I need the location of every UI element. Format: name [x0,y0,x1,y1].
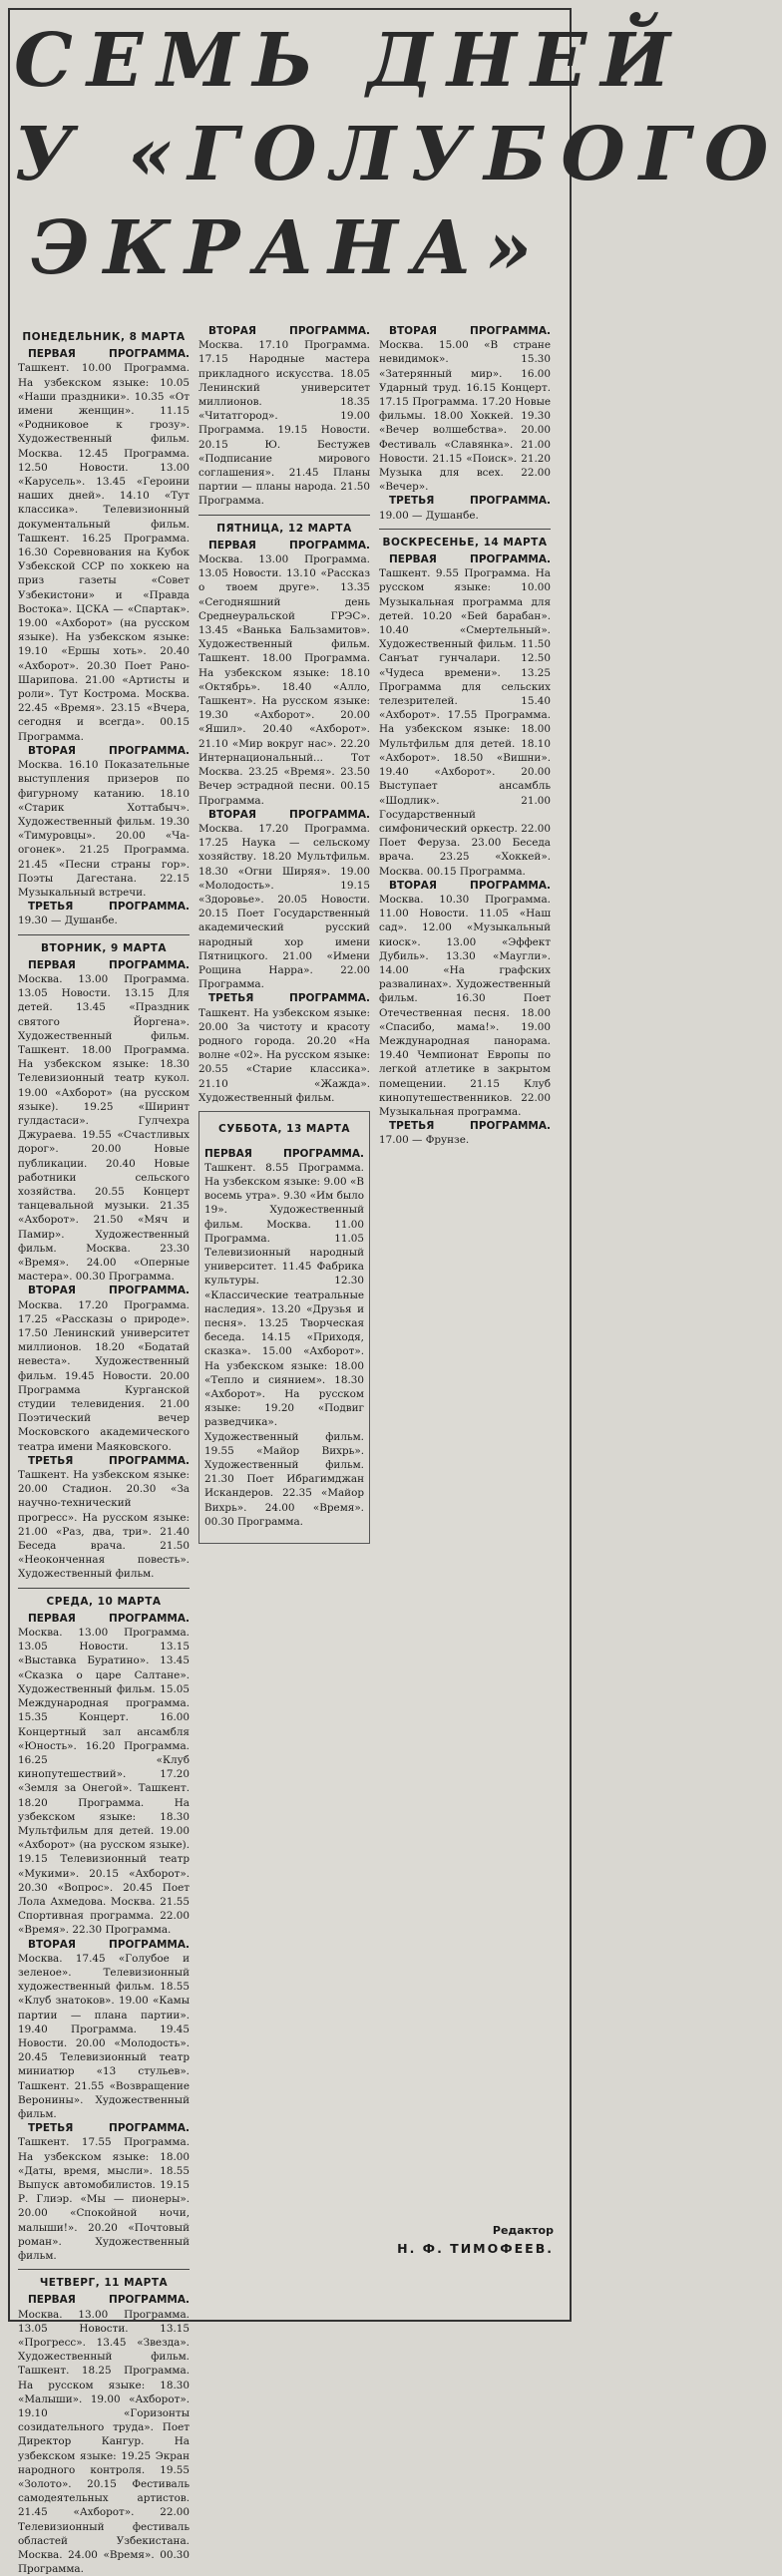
program-text: Москва. 17.10 Программа. 17.15 Народные мастера прикладного искусства. 18.05 Ленинский университет миллионов. 18.35 «Читатгород». 19.00 Программа. 19.15 Новости. 20.15 Ю. Бестужев «Подписание мирового соглашения». 21.45 Планы партии — планы народа. 21.50 Программа. [198,339,370,508]
program-text: 17.00 — Фрунзе. [379,1134,470,1147]
program-heading: ТРЕТЬЯ ПРОГРАММА. [208,992,370,1005]
program-heading: ПЕРВАЯ ПРОГРАММА. [28,958,190,971]
divider [379,529,551,530]
day-title: СРЕДА, 10 МАРТА [46,1595,162,1608]
column-1 [18,324,190,2576]
editor-name: Н. Ф. ТИМОФЕЕВ. [397,2241,554,2256]
program-heading: ВТОРАЯ ПРОГРАММА. [389,325,551,337]
program-heading: ВТОРАЯ ПРОГРАММА. [208,325,370,337]
program-heading: ТРЕТЬЯ ПРОГРАММА. [389,495,551,508]
program-text: Ташкент. 9.55 Программа. На русском языке: 10.00 Музыкальная программа для детей. 10.20 «Бей барабан». 10.40 «Смертельный». Художественный фильм. 11.50 Санъат гунчалари. 12.50 «Чудеса времени». 13.25 Программа для сельских телезрителей. 15.40 «Ахборот». 17.55 Программа. На узбекском языке: 18.00 Мультфильм для детей. 18.10 «Ахборот». 18.50 «Вишни». 19.40 «Ахборот». 20.00 Выступает ансамбль «Шодлик». 21.00 Государственный симфонический оркестр. 22.00 Поет Феруза. 23.00 Беседа врача. 23.25 «Хоккей». Москва. 00.15 Программа. [379,567,551,878]
divider [18,934,190,935]
masthead-line-3: ЭКРАНА» [30,205,547,291]
day-title: ПОНЕДЕЛЬНИК, 8 МАРТА [22,331,186,343]
program-text: Москва. 13.00 Программа. 13.05 Новости. 13.10 «Рассказ о твоем друге». 13.35 «Сегодняшний день Среднеуральской ГРЭС». 13.45 «Ванька Бальзамитов». Художественный фильм. Ташкент. 18.00 Программа. На узбекском языке: 18.10 «Октябрь». 18.40 «Алло, Ташкент». На русском языке: 19.30 «Ахборот». 20.00 «Яшил». 20.40 «Ахборот». 21.10 «Мир вокруг нас». 22.20 Интернациональный... Тот Москва. 23.25 «Время». 23.50 Вечер эстрадной песни. 00.15 Программа. [198,553,370,807]
program-heading: ПЕРВАЯ ПРОГРАММА. [28,348,190,361]
program-text: 19.00 — Душанбе. [379,509,479,522]
masthead-line-2: У «ГОЛУБОГО [14,112,782,197]
day-title: ПЯТНИЦА, 12 МАРТА [216,522,352,535]
day-saturday-continued [379,324,551,523]
program-text: Москва. 17.45 «Голубое и зеленое». Телевизионный художественный фильм. 18.55 «Клуб знатоков». 19.00 «Камы партии — плана партии». 19.40 Программа. 19.45 Новости. 20.00 «Молодость». 20.45 Телевизионный театр миниатюр «13 стульев». Ташкент. 21.55 «Возвращение Веронины». Художественный фильм. [18,1952,190,2120]
program-heading: ПЕРВАЯ ПРОГРАММА. [204,1147,364,1160]
program-text: Ташкент. 10.00 Программа. На узбекском языке: 10.05 «Наши праздники». 10.35 «От имени женщин». 11.15 «Родниковое к грозу». Художественный фильм. Москва. 12.45 Программа. 12.50 Новости. 13.00 «Карусель». 13.45 «Героини наших дней». 14.10 «Тут классика». Телевизионный документальный фильм. Ташкент. 16.25 Программа. 16.30 Соревнования на Кубок Узбекской ССР по хоккею на приз газеты «Совет Узбекистони» и «Правда Востока». ЦСКА — «Спартак». 19.00 «Ахборот» (на русском языке). На узбекском языке: 19.10 «Ершы хоть». 20.40 «Ахборот». 20.30 Поет Рано-Шарипова. 21.00 «Артисты и роли». Тут Кострома. Москва. 22.45 «Время». 23.15 «Вчера, сегодня и всегда». 00.15 Программа. [18,362,190,743]
program-heading: ВТОРАЯ ПРОГРАММА. [389,879,551,892]
program-text: Ташкент. На узбекском языке: 20.00 Стадион. 20.30 «За научно-технический прогресс». На русском языке: 21.00 «Раз, два, три». 21.40 Беседа врача. 21.50 «Неоконченная повесть». Художественный фильм. [18,1469,190,1581]
program-heading: ПЕРВАЯ ПРОГРАММА. [208,539,370,552]
day-wednesday [18,1595,190,2264]
program-text: Москва. 17.20 Программа. 17.25 «Рассказы о природе». 17.50 Ленинский университет миллионов. 18.20 «Бодатай невеста». Художественный фильм. 19.45 Новости. 20.00 Программа Курганской студии телевидения. 21.00 Поэтический вечер Московского академического театра имени Маяковского. [18,1298,190,1453]
editor-role: Редактор [492,2224,554,2237]
editor-signature [379,2224,554,2256]
program-heading: ПЕРВАЯ ПРОГРАММА. [389,553,551,566]
divider [198,515,370,516]
program-heading: ТРЕТЬЯ ПРОГРАММА. [389,1120,551,1133]
program-text: Москва. 13.00 Программа. 13.05 Новости. 13.15 «Прогресс». 13.45 «Звезда». Художественный фильм. Ташкент. 18.25 Программа. На русском языке: 18.30 «Малыши». 19.00 «Ахборот». 19.10 «Горизонты созидательного труда». Поет Директор Кангур. На узбекском языке: 19.25 Экран народного контроля. 19.55 «Золото». 20.15 Фестиваль самодеятельных артистов. 21.45 «Ахборот». 22.00 Телевизионный фестиваль областей Узбекистана. Москва. 24.00 «Время». 00.30 Программа. [18,2308,190,2576]
day-tuesday [18,941,190,1582]
day-friday [198,522,370,1105]
program-text: Москва. 15.00 «В стране невидимок». 15.30 «Затерянный мир». 16.00 Ударный труд. 16.15 Концерт. 17.15 Программа. 17.20 Новые фильмы. 18.00 Хоккей. 19.30 «Вечер волшебства». 20.00 Фестиваль «Славянка». 21.00 Новости. 21.15 «Поиск». 21.20 Музыка для всех. 22.00 «Вечер». [379,339,551,494]
day-sunday [379,536,551,1148]
column-3 [379,324,551,2299]
program-heading: ВТОРАЯ ПРОГРАММА. [28,1285,190,1297]
program-text: 19.30 — Душанбе. [18,915,118,927]
day-title: ВОСКРЕСЕНЬЕ, 14 МАРТА [382,536,548,549]
program-heading: ПЕРВАЯ ПРОГРАММА. [28,2294,190,2307]
day-title: ЧЕТВЕРГ, 11 МАРТА [39,2277,169,2290]
program-text: Ташкент. 17.55 Программа. На узбекском языке: 18.00 «Даты, время, мысли». 18.55 Выпуск автомобилистов. 19.15 Р. Глиэр. «Мы — пионеры». 20.00 «Спокойной ночи, малыши!». 20.20 «Почтовый роман». Художественный фильм. [18,2136,190,2263]
day-title: СУББОТА, 13 МАРТА [218,1122,350,1135]
divider [18,2269,190,2270]
program-text: Ташкент. 8.55 Программа. На узбекском языке: 9.00 «В восемь утра». 9.30 «Им было 19». Художественный фильм. Москва. 11.00 Программа. 11.05 Телевизионный народный университет. 11.45 Фабрика культуры. 12.30 «Классические театральные наследия». 13.20 «Друзья и песня». 13.25 Творческая беседа. 14.15 «Приходя, сказка». 15.00 «Ахборот». На узбекском языке: 18.00 «Тепло и сиянием». 18.30 «Ахборот». На русском языке: 19.20 «Подвиг разведчика». Художественный фильм. 19.55 «Майор Вихрь». Художественный фильм. 21.30 Поет Ибрагимджан Искандеров. 22.35 «Майор Вихрь». 24.00 «Время». 00.30 Программа. [204,1161,364,1528]
program-heading: ВТОРАЯ ПРОГРАММА. [28,1938,190,1951]
program-text: Москва. 17.20 Программа. 17.25 Наука — сельскому хозяйству. 18.20 Мультфильм. 18.30 «Огни Ширяя». 19.00 «Молодость». 19.15 «Здоровье». 20.05 Новости. 20.15 Поет Государственный академический русский народный хор имени Пятницкого. 21.00 «Имени Рощина Нарра». 22.00 Программа. [198,822,370,991]
day-thursday-continued [198,324,370,509]
masthead-line-1: СЕМЬ ДНЕЙ [14,18,685,104]
program-text: Москва. 16.10 Показательные выступления призеров по фигурному катанию. 18.10 «Старик Хоттабыч». Художественный фильм. 19.30 «Тимуровцы». 20.00 «Ча-огонек». 21.25 Программа. 21.45 «Песни страны гор». Поэты Дагестана. 22.15 Музыкальный встречи. [18,759,190,899]
program-text: Москва. 10.30 Программа. 11.00 Новости. 11.05 «Наш сад». 12.00 «Музыкальный киоск». 13.00 «Эффект Дубиль». 13.30 «Маугли». 14.00 «На графских развалинах». Художественный фильм. 16.30 Поет Отечественная песня. 18.00 «Спасибо, мама!». 19.00 Международная панорама. 19.40 Чемпионат Европы по легкой атлетике в закрытом помещении. 21.15 Клуб кинопутешественников. 22.00 Музыкальная программа. [379,893,551,1118]
program-heading: ТРЕТЬЯ ПРОГРАММА. [28,1454,190,1467]
day-saturday [198,1111,370,1544]
column-2 [198,324,370,2299]
day-monday [18,330,190,928]
program-heading: ТРЕТЬЯ ПРОГРАММА. [28,901,190,914]
program-heading: ТРЕТЬЯ ПРОГРАММА. [28,2122,190,2135]
day-thursday [18,2276,190,2576]
program-text: Москва. 13.00 Программа. 13.05 Новости. 13.15 «Выставка Буратино». 13.45 «Сказка о царе Салтане». Художественный фильм. 15.05 Международная программа. 15.35 Концерт. 16.00 Концертный зал ансамбля «Юность». 16.20 Программа. 16.25 «Клуб кинопутешествий». 17.20 «Земля за Онегой». Ташкент. 18.20 Программа. На узбекском языке: 18.30 Мультфильм для детей. 19.00 «Ахборот» (на русском языке). 19.15 Телевизионный театр «Мукими». 20.15 «Ахборот». 20.30 «Вопрос». 20.45 Поет Лола Ахмедова. Москва. 21.55 Спортивная программа. 22.00 «Время». 22.30 Программа. [18,1627,190,1937]
program-heading: ВТОРАЯ ПРОГРАММА. [28,744,190,757]
divider [18,1588,190,1589]
program-text: Ташкент. На узбекском языке: 20.00 За чистоту и красоту родного города. 20.20 «На волне «02». На русском языке: 20.55 «Старие классика». 21.10 «Жажда». Художественный фильм. [198,1006,370,1104]
program-text: Москва. 13.00 Программа. 13.05 Новости. 13.15 Для детей. 13.45 «Праздник святого Йоргена». Художественный фильм. Ташкент. 18.00 Программа. На узбекском языке: 18.30 Телевизионный театр кукол. 19.00 «Ахборот» (на русском языке). 19.25 «Ширинт гулдастаси». Гулчехра Джураева. 19.55 «Счастливых дорог». 20.00 Новые публикации. 20.40 Новые работники сельского хозяйства. 20.55 Концерт танцевальной музыки. 21.35 «Ахборот». 21.50 «Мяч и Памир». Художественный фильм. Москва. 23.30 «Время». 24.00 «Оперные мастера». 00.30 Программа. [18,972,190,1284]
day-title: ВТОРНИК, 9 МАРТА [40,941,168,954]
program-heading: ПЕРВАЯ ПРОГРАММА. [28,1612,190,1625]
program-heading: ВТОРАЯ ПРОГРАММА. [208,808,370,821]
masthead [14,14,782,313]
